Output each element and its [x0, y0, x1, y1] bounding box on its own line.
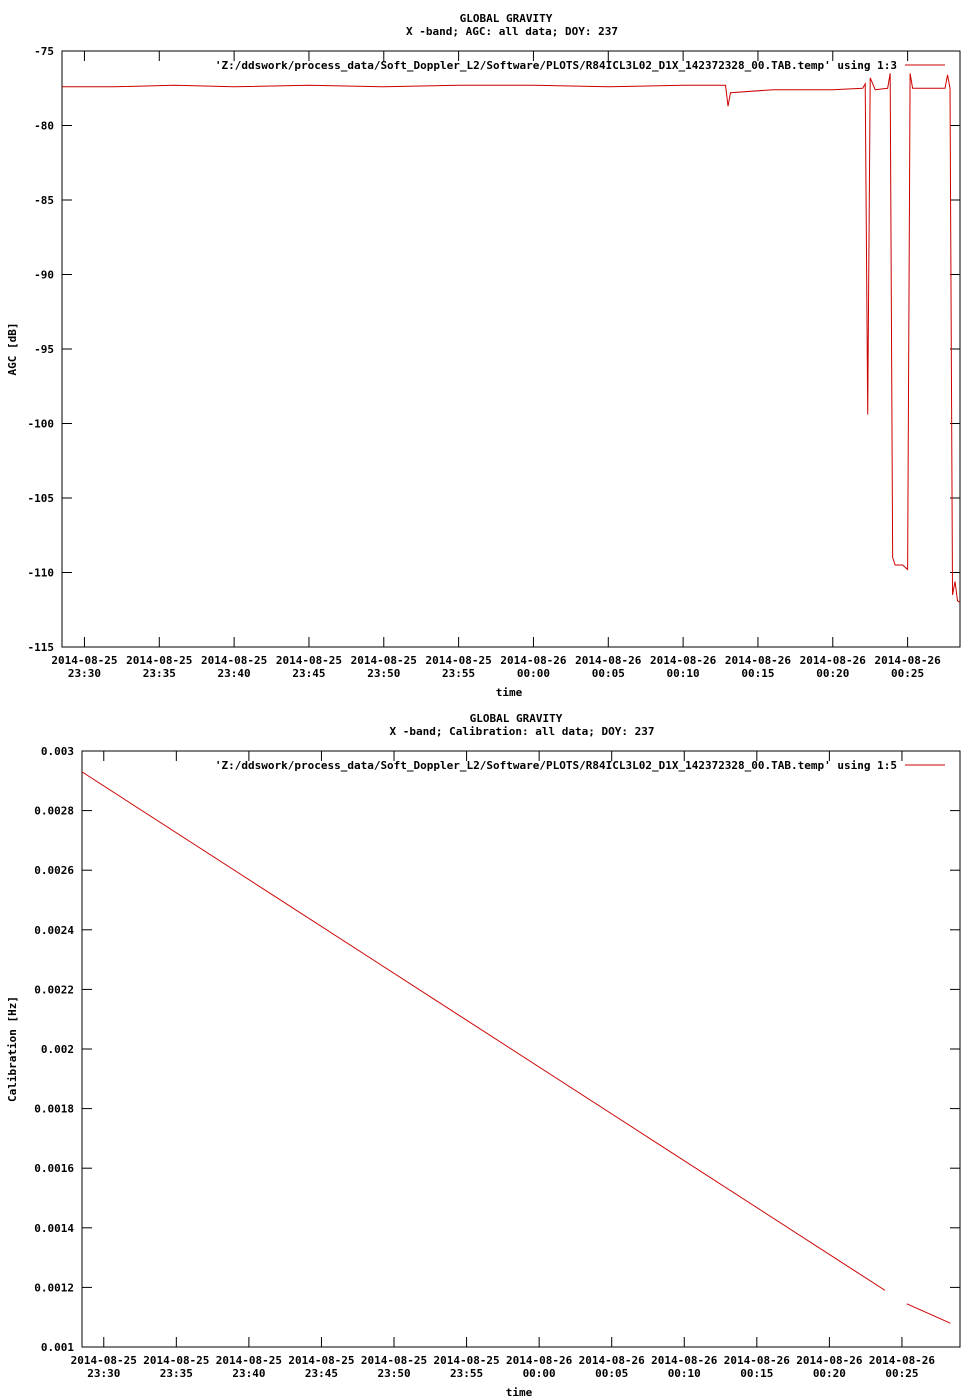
agc-x-tick-time: 00:20	[816, 667, 850, 680]
agc-x-tick-date: 2014-08-25	[200, 654, 268, 667]
agc-x-tick-date: 2014-08-25	[51, 654, 118, 667]
cal-legend-label: 'Z:/ddswork/process_data/Soft_Doppler_L2/Software/PLOTS/R84ICL3L02_D1X_142372328_00.TAB.temp' using 1:5	[214, 759, 897, 772]
cal-chart-title: GLOBAL GRAVITY	[469, 712, 563, 725]
cal-y-tick-label: 0.0024	[34, 923, 74, 937]
calibration-panel	[6, 712, 960, 1399]
agc-y-tick-label: -95	[34, 343, 54, 356]
cal-x-tick-time: 00:00	[522, 1367, 556, 1380]
cal-x-tick-time: 23:30	[87, 1367, 121, 1380]
cal-x-tick-time: 23:35	[159, 1367, 193, 1380]
agc-x-tick-date: 2014-08-25	[275, 654, 343, 667]
agc-x-tick-date: 2014-08-25	[350, 654, 417, 667]
agc-x-tick-date: 2014-08-26	[575, 654, 642, 667]
cal-y-tick-label: 0.001	[40, 1341, 74, 1354]
cal-x-tick-date: 2014-08-26	[578, 1354, 645, 1367]
agc-legend-label: 'Z:/ddswork/process_data/Soft_Doppler_L2/Software/PLOTS/R84ICL3L02_D1X_142372328_00.TAB.temp' using 1:3	[214, 59, 897, 72]
cal-x-tick-time: 23:55	[450, 1367, 484, 1380]
cal-x-tick-time: 00:15	[740, 1367, 774, 1380]
agc-chart-subtitle: X -band; AGC: all data; DOY: 237	[406, 25, 618, 38]
agc-x-tick-date: 2014-08-26	[724, 654, 792, 667]
cal-x-tick-time: 00:05	[595, 1367, 629, 1380]
agc-x-tick-time: 23:55	[442, 667, 476, 680]
cal-x-tick-time: 23:45	[304, 1367, 339, 1380]
agc-x-tick-time: 00:00	[516, 667, 551, 680]
agc-x-tick-time: 23:45	[292, 667, 326, 680]
cal-x-tick-date: 2014-08-25	[70, 1354, 137, 1367]
agc-y-tick-label: -105	[27, 492, 54, 505]
agc-y-tick-label: -100	[27, 417, 54, 431]
cal-y-tick-label: 0.0012	[34, 1281, 74, 1295]
agc-x-tick-date: 2014-08-26	[799, 654, 866, 667]
agc-panel	[6, 12, 960, 699]
agc-x-axis-label: time	[495, 686, 523, 699]
agc-x-tick-date: 2014-08-25	[126, 654, 193, 667]
agc-y-tick-label: -85	[34, 194, 54, 207]
agc-x-tick-date: 2014-08-26	[649, 654, 717, 667]
cal-chart-subtitle: X -band; Calibration: all data; DOY: 237	[389, 725, 655, 738]
cal-y-tick-label: 0.0018	[34, 1102, 74, 1116]
cal-x-tick-date: 2014-08-25	[143, 1354, 210, 1367]
agc-y-tick-label: -75	[34, 45, 54, 58]
cal-x-tick-time: 23:50	[377, 1367, 411, 1380]
agc-y-tick-label: -90	[34, 268, 54, 282]
cal-x-tick-date: 2014-08-26	[506, 1354, 573, 1367]
agc-x-tick-date: 2014-08-26	[500, 654, 567, 667]
agc-x-tick-time: 23:30	[67, 667, 102, 680]
cal-y-tick-label: 0.0016	[34, 1162, 74, 1176]
cal-series-line	[82, 772, 885, 1291]
cal-y-tick-label: 0.0014	[34, 1221, 74, 1235]
cal-y-tick-label: 0.003	[40, 745, 74, 758]
cal-x-tick-date: 2014-08-26	[651, 1354, 718, 1367]
cal-x-axis-label: time	[505, 1386, 533, 1399]
cal-x-tick-time: 23:40	[232, 1367, 266, 1380]
agc-y-tick-label: -110	[27, 566, 54, 580]
agc-y-axis-label: AGC [dB]	[6, 322, 19, 376]
cal-series-line	[907, 1304, 951, 1323]
agc-x-tick-time: 00:10	[666, 667, 700, 680]
agc-x-tick-time: 00:25	[891, 667, 925, 680]
agc-y-tick-label: -80	[34, 119, 54, 133]
cal-x-tick-date: 2014-08-25	[288, 1354, 355, 1367]
agc-plot-frame	[62, 51, 960, 647]
cal-y-tick-label: 0.0026	[34, 864, 74, 878]
cal-x-tick-date: 2014-08-25	[360, 1354, 428, 1367]
cal-y-tick-label: 0.0028	[34, 804, 74, 818]
cal-x-tick-date: 2014-08-26	[723, 1354, 790, 1367]
agc-x-tick-time: 23:35	[142, 667, 176, 680]
agc-x-tick-time: 00:05	[591, 667, 625, 680]
cal-x-tick-date: 2014-08-26	[796, 1354, 863, 1367]
cal-x-tick-time: 00:25	[885, 1367, 919, 1380]
agc-chart-title: GLOBAL GRAVITY	[459, 12, 553, 25]
agc-x-tick-date: 2014-08-25	[425, 654, 492, 667]
cal-x-tick-time: 00:10	[667, 1367, 701, 1380]
cal-plot-frame	[82, 751, 960, 1347]
cal-x-tick-date: 2014-08-25	[433, 1354, 500, 1367]
agc-x-tick-time: 23:40	[217, 667, 251, 680]
cal-x-tick-date: 2014-08-26	[868, 1354, 936, 1367]
cal-y-tick-label: 0.0022	[34, 983, 74, 997]
cal-x-tick-time: 00:20	[812, 1367, 846, 1380]
agc-series-line	[62, 73, 960, 602]
cal-x-tick-date: 2014-08-25	[215, 1354, 283, 1367]
cal-y-tick-label: 0.002	[40, 1043, 74, 1056]
agc-x-tick-time: 23:50	[367, 667, 401, 680]
agc-x-tick-time: 00:15	[741, 667, 775, 680]
agc-y-tick-label: -115	[27, 641, 54, 654]
agc-x-tick-date: 2014-08-26	[874, 654, 941, 667]
cal-y-axis-label: Calibration [Hz]	[6, 996, 19, 1102]
